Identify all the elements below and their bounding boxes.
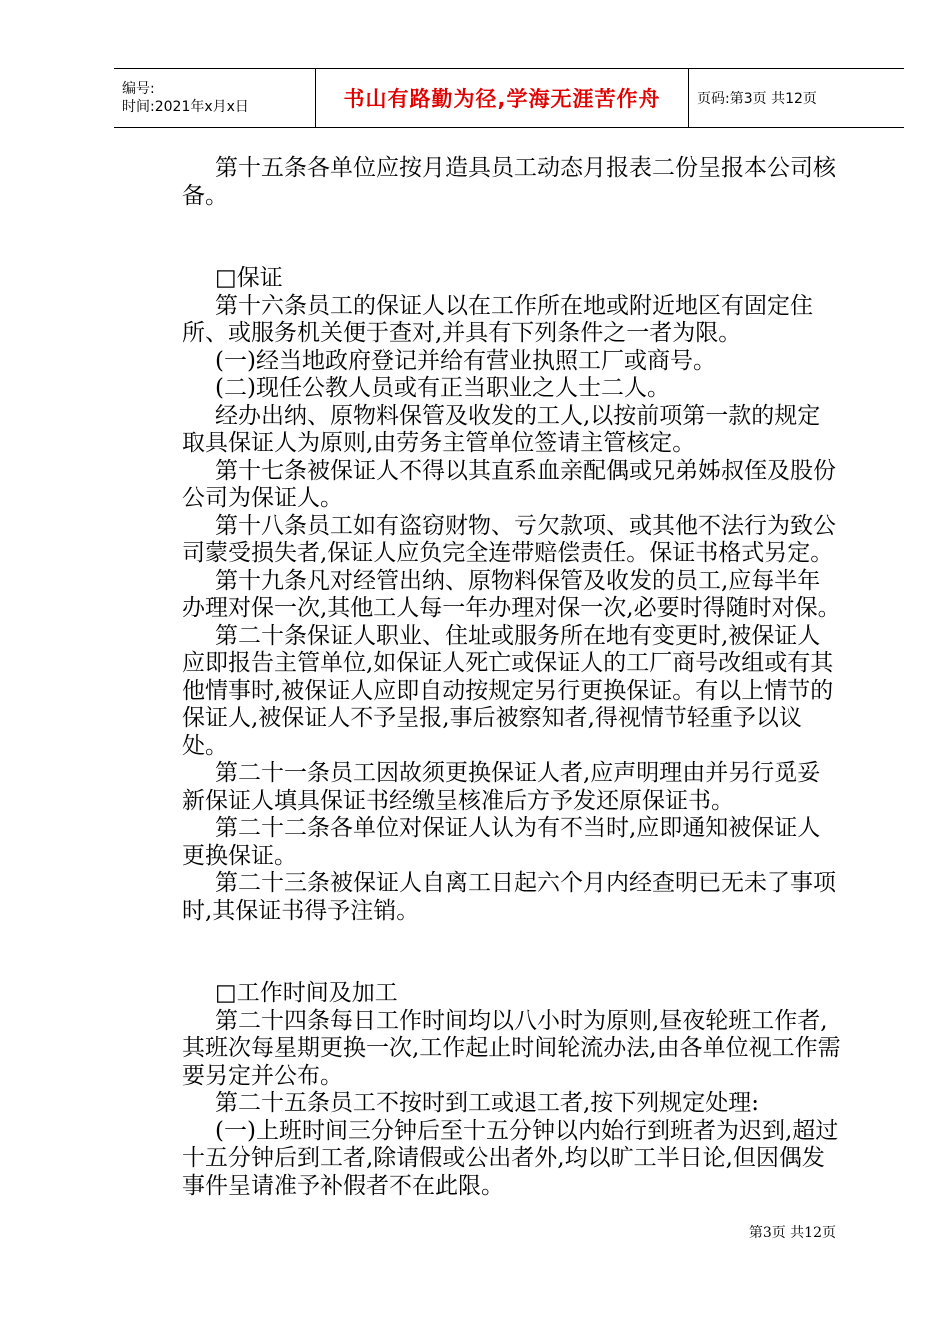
- paragraph-item-1: (一)经当地政府登记并给有营业执照工厂或商号。: [215, 347, 716, 374]
- paragraph-article-24: 第二十四条每日工作时间均以八小时为原则,昼夜轮班工作者,其班次每星期更换一次,工作起止时间轮流办法,由各单位视工作需要另定并公布。: [182, 1007, 841, 1089]
- paragraph-article-23: 第二十三条被保证人自离工日起六个月内经查明已无未了事项时,其保证书得予注销。: [182, 870, 836, 924]
- header-meta: [114, 69, 316, 127]
- paragraph-item-late: (一)上班时间三分钟后至十五分钟以内始行到班者为迟到,超过十五分钟后到工者,除请假或公出者外,均以旷工半日论,但因偶发事件呈请准予补假者不在此限。: [182, 1117, 839, 1199]
- paragraph-article-15: 第十五条各单位应按月造具员工动态月报表二份呈报本公司核备。: [182, 155, 836, 209]
- document-number-label: 编号:: [122, 81, 155, 97]
- document-time-label: 时间:2021年x月x日: [122, 99, 249, 115]
- page-header: [114, 68, 904, 128]
- section-heading-work-hours: □工作时间及加工: [215, 980, 398, 1006]
- document-body: [182, 155, 842, 1200]
- paragraph-article-16: 第十六条员工的保证人以在工作所在地或附近地区有固定住所、或服务机关便于查对,并具有下列条件之一者为限。: [182, 292, 813, 346]
- header-motto: 书山有路勤为径,学海无涯苦作舟: [343, 87, 661, 111]
- paragraph-article-18: 第十八条员工如有盗窃财物、亏欠款项、或其他不法行为致公司蒙受损失者,保证人应负完全连带赔偿责任。保证书格式另定。: [182, 512, 836, 566]
- paragraph-item-2: (二)现任公教人员或有正当职业之人士二人。: [215, 375, 670, 401]
- page-footer: [749, 1222, 836, 1242]
- header-motto-cell: [316, 69, 689, 127]
- paragraph-article-22: 第二十二条各单位对保证人认为有不当时,应即通知被保证人更换保证。: [182, 815, 821, 869]
- header-page-number: 页码:第3页 共12页: [697, 91, 817, 107]
- section-heading-guarantee: □保证: [215, 265, 283, 291]
- section-gap: [182, 925, 842, 980]
- paragraph-article-19: 第十九条凡对经管出纳、原物料保管及收发的员工,应每半年办理对保一次,其他工人每一年办理对保一次,必要时得随时对保。: [182, 567, 841, 621]
- paragraph-article-17: 第十七条被保证人不得以其直系血亲配偶或兄弟姊叔侄及股份公司为保证人。: [182, 457, 836, 511]
- paragraph-article-20: 第二十条保证人职业、住址或服务所在地有变更时,被保证人应即报告主管单位,如保证人死亡或保证人的工厂商号改组或有其他情事时,被保证人应即自动按规定另行更换保证。有以上情节的保证人,被保证人不予呈报,事后被察知者,得视情节轻重予以议处。: [182, 622, 834, 759]
- footer-page-number: 第3页 共12页: [748, 1225, 836, 1241]
- section-gap: [182, 210, 842, 265]
- paragraph-article-25: 第二十五条员工不按时到工或退工者,按下列规定处理:: [215, 1090, 760, 1116]
- paragraph-cashier-rule: 经办出纳、原物料保管及收发的工人,以按前项第一款的规定取具保证人为原则,由劳务主管单位签请主管核定。: [182, 402, 821, 456]
- paragraph-article-21: 第二十一条员工因故须更换保证人者,应声明理由并另行觅妥新保证人填具保证书经缴呈核准后方予发还原保证书。: [182, 760, 821, 814]
- header-page-cell: [689, 69, 904, 127]
